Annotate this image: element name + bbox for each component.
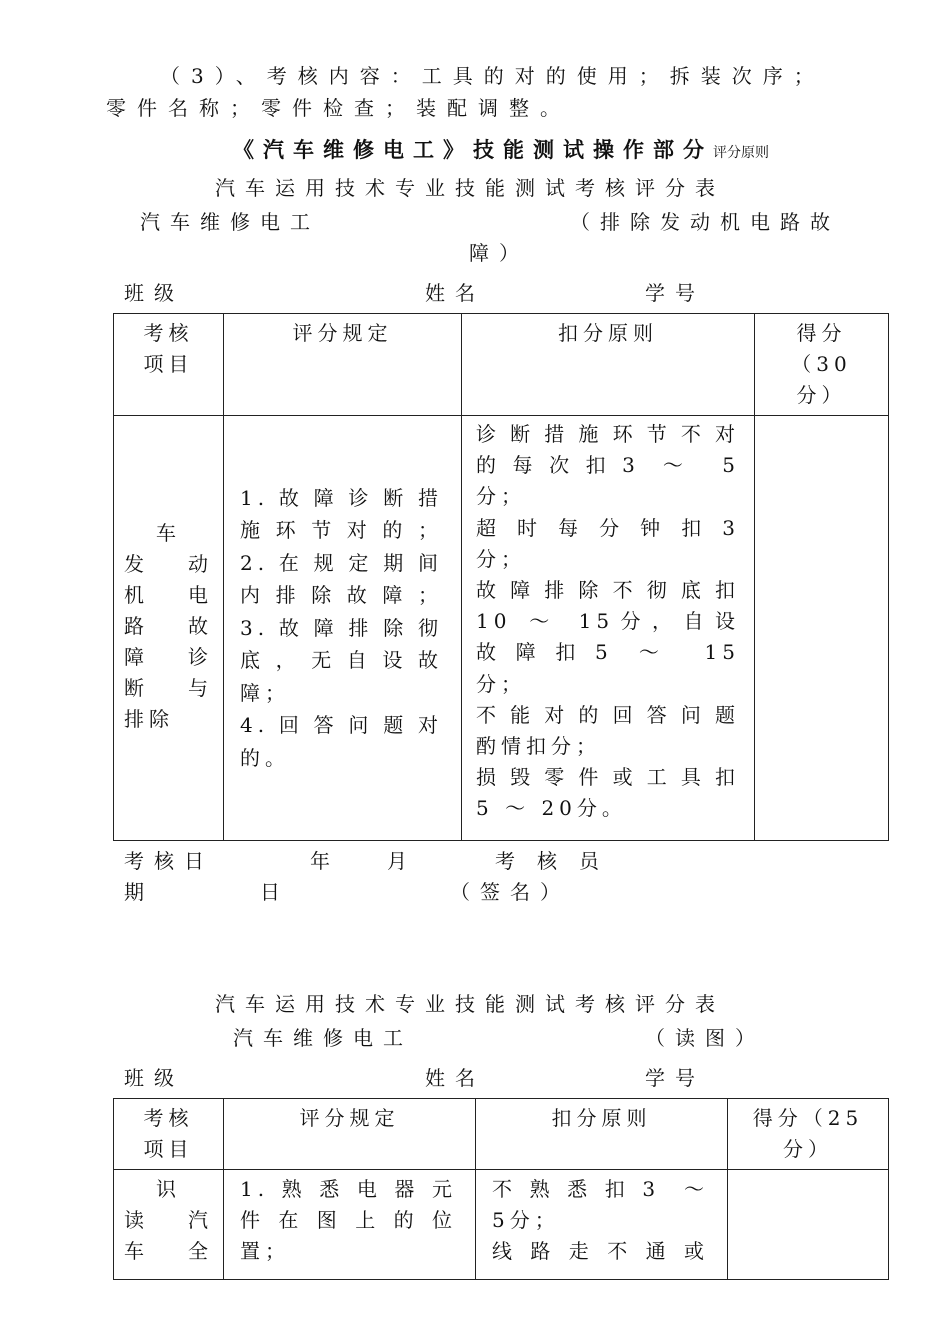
form1-deduct-3d: 分； [476,671,526,696]
form1-rule-2b: 内排除故障； [240,583,443,608]
section-heading-main: 《汽车维修电工》技能测试操作部分 [233,137,713,162]
form1-deduct-5b: 5 ～ 20分。 [476,796,627,821]
form1-header-score [755,314,889,416]
form1-header-item-a: 考核 [143,321,194,345]
form1-table [113,313,889,841]
form1-deduct-4a: 不能对的回答问题 [476,702,740,727]
intro-line-2: 零件名称；零件检查；装配调整。 [106,96,571,120]
intro-line-1: （3）、考核内容：工具的对的使用；拆装次序； [160,64,825,88]
form2-data-row [114,1170,889,1280]
form2-course: 汽车维修电工 [233,1026,413,1050]
form2-header-row [114,1099,889,1170]
form1-header-rules: 评分规定 [224,314,462,416]
form2-topic: （读图） [645,1026,765,1050]
form1-rule-3a: 3.故障排除彻 [240,615,443,640]
form1-header-score-c: 分） [796,383,847,407]
form2-header-score-b: 分） [783,1137,833,1161]
form1-item-l7: 排除 [124,706,174,731]
form2-deduct-2a: 线路走不通或 [492,1239,709,1263]
form2-item-cell [114,1170,224,1280]
form1-deduct-cell [462,416,755,841]
form2-title: 汽车运用技术专业技能测试考核评分表 [215,992,725,1016]
form2-deduct-cell [476,1170,728,1280]
form1-deduct-3b: 10 ～ 15分，自设 [476,609,740,634]
form2-header-score [728,1099,889,1170]
form2-id-label: 学号 [645,1066,705,1090]
form2-header-score-a: 得分（25 [752,1106,864,1130]
form1-data-row [114,416,889,841]
form1-deduct-1a: 诊断措施环节不对 [476,422,740,446]
form1-score-cell[interactable] [755,416,889,841]
section-heading-suffix: 评分原则 [713,145,769,161]
form1-deduct-3c: 故障扣5 ～ 15 [476,640,740,665]
form1-footer-sign: （签名） [450,880,570,904]
form1-rules-cell [224,416,462,841]
form1-item-cell [114,416,224,841]
form1-footer-day: 日 [260,880,290,904]
form2-name-label: 姓名 [425,1066,485,1090]
form1-item-l2: 发动 [124,551,213,576]
form1-course: 汽车维修电工 [140,210,320,234]
form1-title: 汽车运用技术专业技能测试考核评分表 [215,176,725,200]
form2-table [113,1098,889,1280]
form1-footer-year: 年 [310,849,340,873]
form1-deduct-2a: 超时每分钟扣3 [476,515,740,540]
form2-rule-1c: 置； [240,1239,290,1263]
form1-item-l4: 路故 [124,613,213,638]
form2-rule-1a: 1.熟悉电器元 [240,1177,457,1201]
form2-class-label: 班级 [124,1066,184,1090]
form1-topic-a: （排除发动机电路故 [570,210,840,234]
form1-id-label: 学号 [645,281,705,305]
form1-footer-month: 月 [387,849,417,873]
form1-rule-2a: 2.在规定期间 [240,550,443,575]
form1-header-item [114,314,224,416]
form1-rule-3b: 底，无自设故 [240,648,443,673]
form1-item-l5: 障诊 [124,644,213,669]
form1-header-deduct: 扣分原则 [462,314,755,416]
form1-topic-b: 障） [469,241,529,265]
form1-deduct-5a: 损毁零件或工具扣 [476,765,740,790]
form1-item-l3: 机电 [124,582,213,607]
form2-rule-1b: 件在图上的位 [240,1208,457,1232]
form1-header-score-a: 得分 [796,321,847,345]
form2-rules-cell [224,1170,476,1280]
form2-item-l2: 读汽 [124,1208,213,1232]
form1-deduct-2b: 分； [476,546,526,571]
form1-rule-1b: 施环节对的； [240,518,443,543]
section-heading [233,134,769,164]
form2-item-l1: 识 [156,1177,181,1201]
form1-item-l6: 断与 [124,675,213,700]
form1-rule-4a: 4.回答问题对 [240,713,443,738]
form1-footer-date-a: 考核日 [124,849,214,873]
form1-header-item-b: 项目 [143,352,194,376]
form1-deduct-4b: 酌情扣分； [476,734,601,759]
form1-name-label: 姓名 [425,281,485,305]
form2-deduct-1b: 5分； [492,1208,560,1232]
form1-rule-1a: 1.故障诊断措 [240,485,443,510]
form2-header-deduct: 扣分原则 [476,1099,728,1170]
form1-deduct-1b: 的每次扣3 ～ 5 [476,453,740,478]
form1-rule-4b: 的。 [240,745,290,770]
form2-header-item-b: 项目 [143,1137,194,1161]
form2-header-item-a: 考核 [143,1106,194,1130]
form1-deduct-1c: 分； [476,484,526,509]
form1-deduct-3a: 故障排除不彻底扣 [476,578,740,603]
form2-deduct-1a: 不熟悉扣3 ～ [492,1177,709,1201]
form1-item-l1: 车 [156,520,181,545]
form1-footer-examiner: 考核员 [495,849,621,873]
form2-header-item [114,1099,224,1170]
form2-score-cell[interactable] [728,1170,889,1280]
form1-header-row [114,314,889,416]
form1-header-score-b: （30 [791,352,852,376]
form1-class-label: 班级 [124,281,184,305]
form1-rule-3c: 障； [240,680,290,705]
form2-item-l3: 车全 [124,1239,213,1263]
form1-footer-date-b: 期 [124,880,154,904]
form2-header-rules: 评分规定 [224,1099,476,1170]
